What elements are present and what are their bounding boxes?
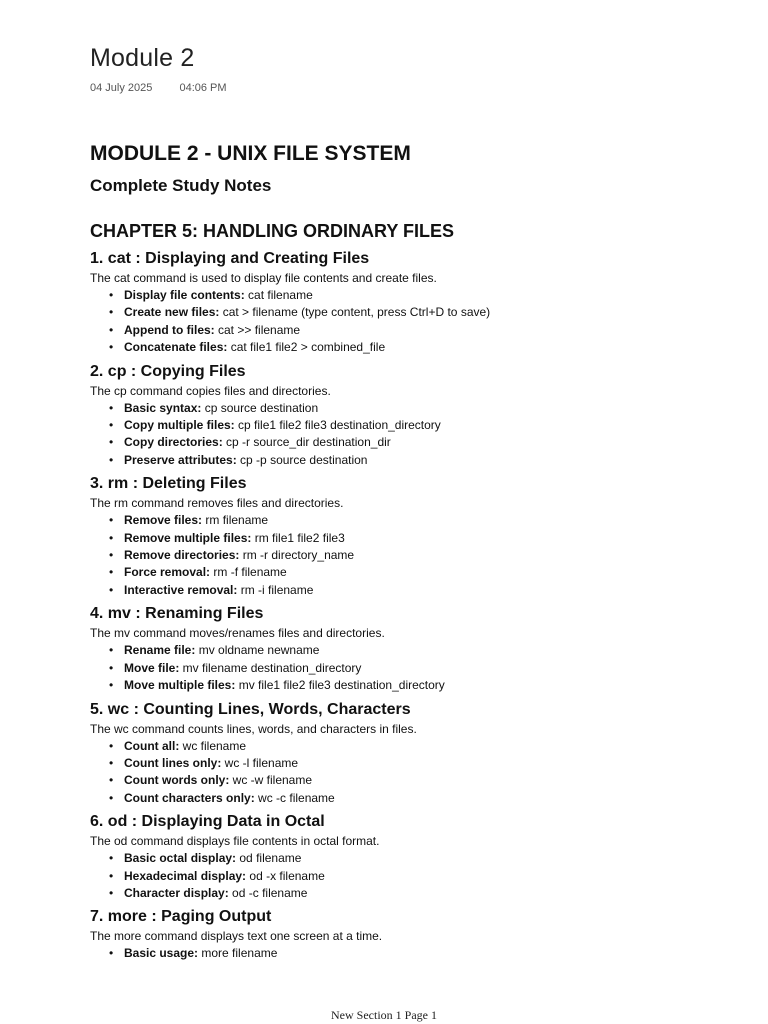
item-text: od filename bbox=[236, 851, 302, 866]
list-item bbox=[124, 434, 750, 451]
item-text: mv filename destination_directory bbox=[179, 660, 362, 675]
list-item bbox=[124, 755, 750, 772]
section-title: 5. wc : Counting Lines, Words, Characters bbox=[90, 700, 411, 718]
list-item bbox=[124, 868, 750, 885]
item-label: Interactive removal: bbox=[124, 582, 238, 597]
item-text: rm file1 file2 file3 bbox=[251, 530, 345, 545]
list-item bbox=[124, 885, 750, 902]
item-label: Remove multiple files: bbox=[124, 530, 252, 545]
section bbox=[90, 602, 750, 694]
bullet-list bbox=[90, 945, 750, 962]
item-text: od -c filename bbox=[228, 885, 308, 900]
section-description: The cat command is used to display file contents and create files. bbox=[90, 271, 437, 285]
item-text: wc -l filename bbox=[221, 755, 299, 770]
list-item bbox=[124, 677, 750, 694]
list-item bbox=[124, 530, 750, 547]
section bbox=[90, 360, 750, 470]
document-title: MODULE 2 - UNIX FILE SYSTEM bbox=[90, 142, 411, 165]
item-label: Hexadecimal display: bbox=[124, 868, 247, 883]
item-label: Basic octal display: bbox=[124, 851, 237, 866]
note-meta bbox=[90, 82, 227, 94]
list-item bbox=[124, 322, 750, 339]
list-item bbox=[124, 452, 750, 469]
list-item bbox=[124, 738, 750, 755]
bullet-list bbox=[90, 738, 750, 808]
list-item bbox=[124, 790, 750, 807]
section-description: The cp command copies files and directories. bbox=[90, 383, 331, 398]
item-label: Copy multiple files: bbox=[124, 418, 235, 433]
section-title: 6. od : Displaying Data in Octal bbox=[90, 813, 325, 831]
item-text: cat filename bbox=[244, 288, 313, 302]
list-item bbox=[124, 339, 750, 356]
item-label: Move multiple files: bbox=[124, 678, 236, 693]
sections-container bbox=[90, 247, 750, 963]
list-item bbox=[124, 945, 750, 962]
bullet-list bbox=[90, 512, 750, 599]
item-label: Count characters only: bbox=[124, 790, 255, 805]
document-subtitle: Complete Study Notes bbox=[90, 176, 272, 195]
section bbox=[90, 905, 750, 962]
list-item bbox=[124, 400, 750, 417]
section-title: 3. rm : Deleting Files bbox=[90, 475, 247, 493]
item-text: rm -r directory_name bbox=[239, 548, 355, 563]
item-label: Count words only: bbox=[124, 773, 230, 788]
bullet-list bbox=[90, 287, 750, 357]
list-item bbox=[124, 642, 750, 659]
note-title: Module 2 bbox=[90, 44, 195, 72]
list-item bbox=[124, 660, 750, 677]
item-text: more filename bbox=[198, 946, 278, 961]
page-footer: New Section 1 Page 1 bbox=[331, 1008, 437, 1022]
list-item bbox=[124, 304, 750, 321]
item-label: Preserve attributes: bbox=[124, 452, 237, 467]
item-text: cp file1 file2 file3 destination_directory bbox=[234, 418, 441, 433]
section-description: The mv command moves/renames files and directories. bbox=[90, 626, 385, 641]
section-description: The od command displays file contents in octal format. bbox=[90, 834, 380, 849]
bullet-list bbox=[90, 642, 750, 694]
section bbox=[90, 472, 750, 599]
item-text: cat file1 file2 > combined_file bbox=[227, 340, 386, 355]
list-item bbox=[124, 512, 750, 529]
section bbox=[90, 698, 750, 808]
section-title: 2. cp : Copying Files bbox=[90, 362, 246, 380]
item-label: Concatenate files: bbox=[124, 340, 228, 355]
list-item bbox=[124, 582, 750, 599]
item-text: rm -f filename bbox=[210, 565, 287, 580]
bullet-list bbox=[90, 400, 750, 470]
section-title: 1. cat : Displaying and Creating Files bbox=[90, 250, 370, 267]
item-label: Count lines only: bbox=[124, 755, 222, 770]
bullet-list bbox=[90, 850, 750, 902]
item-label: Copy directories: bbox=[124, 435, 223, 450]
list-item bbox=[124, 547, 750, 564]
note-date: 04 July 2025 bbox=[90, 82, 153, 94]
item-text: mv file1 file2 file3 destination_directory bbox=[235, 678, 445, 693]
item-label: Remove directories: bbox=[124, 548, 240, 563]
section-description: The more command displays text one screen at a time. bbox=[90, 929, 383, 944]
item-text: wc filename bbox=[179, 738, 247, 753]
item-text: cat > filename (type content, press Ctrl+D to save) bbox=[219, 305, 491, 320]
item-label: Display file contents: bbox=[124, 288, 245, 302]
item-label: Force removal: bbox=[124, 565, 211, 580]
item-label: Count all: bbox=[124, 738, 180, 753]
item-text: od -x filename bbox=[246, 868, 325, 883]
list-item bbox=[124, 417, 750, 434]
item-text: cp source destination bbox=[201, 400, 319, 415]
item-text: wc -c filename bbox=[254, 790, 335, 805]
item-label: Rename file: bbox=[124, 643, 196, 658]
item-label: Basic syntax: bbox=[124, 400, 202, 415]
item-label: Basic usage: bbox=[124, 946, 199, 961]
item-label: Move file: bbox=[124, 660, 180, 675]
section-title: 7. more : Paging Output bbox=[90, 908, 272, 926]
item-text: rm -i filename bbox=[237, 582, 314, 597]
item-text: mv oldname newname bbox=[195, 643, 320, 658]
item-label: Remove files: bbox=[124, 513, 203, 528]
item-label: Character display: bbox=[124, 885, 229, 900]
note-content bbox=[90, 140, 750, 963]
chapter-heading: CHAPTER 5: HANDLING ORDINARY FILES bbox=[90, 221, 455, 241]
section-description: The rm command removes files and directories. bbox=[90, 496, 344, 511]
list-item bbox=[124, 287, 750, 304]
list-item bbox=[124, 850, 750, 867]
section-description: The wc command counts lines, words, and characters in files. bbox=[90, 721, 417, 736]
item-label: Append to files: bbox=[124, 322, 215, 337]
item-label: Create new files: bbox=[124, 305, 220, 320]
section bbox=[90, 247, 750, 357]
list-item bbox=[124, 772, 750, 789]
list-item bbox=[124, 564, 750, 581]
item-text: cat >> filename bbox=[214, 322, 301, 337]
item-text: wc -w filename bbox=[229, 773, 313, 788]
item-text: rm filename bbox=[202, 513, 269, 528]
note-time: 04:06 PM bbox=[179, 82, 227, 94]
item-text: cp -p source destination bbox=[236, 452, 368, 467]
section-title: 4. mv : Renaming Files bbox=[90, 605, 264, 623]
section bbox=[90, 810, 750, 902]
item-text: cp -r source_dir destination_dir bbox=[222, 435, 391, 450]
